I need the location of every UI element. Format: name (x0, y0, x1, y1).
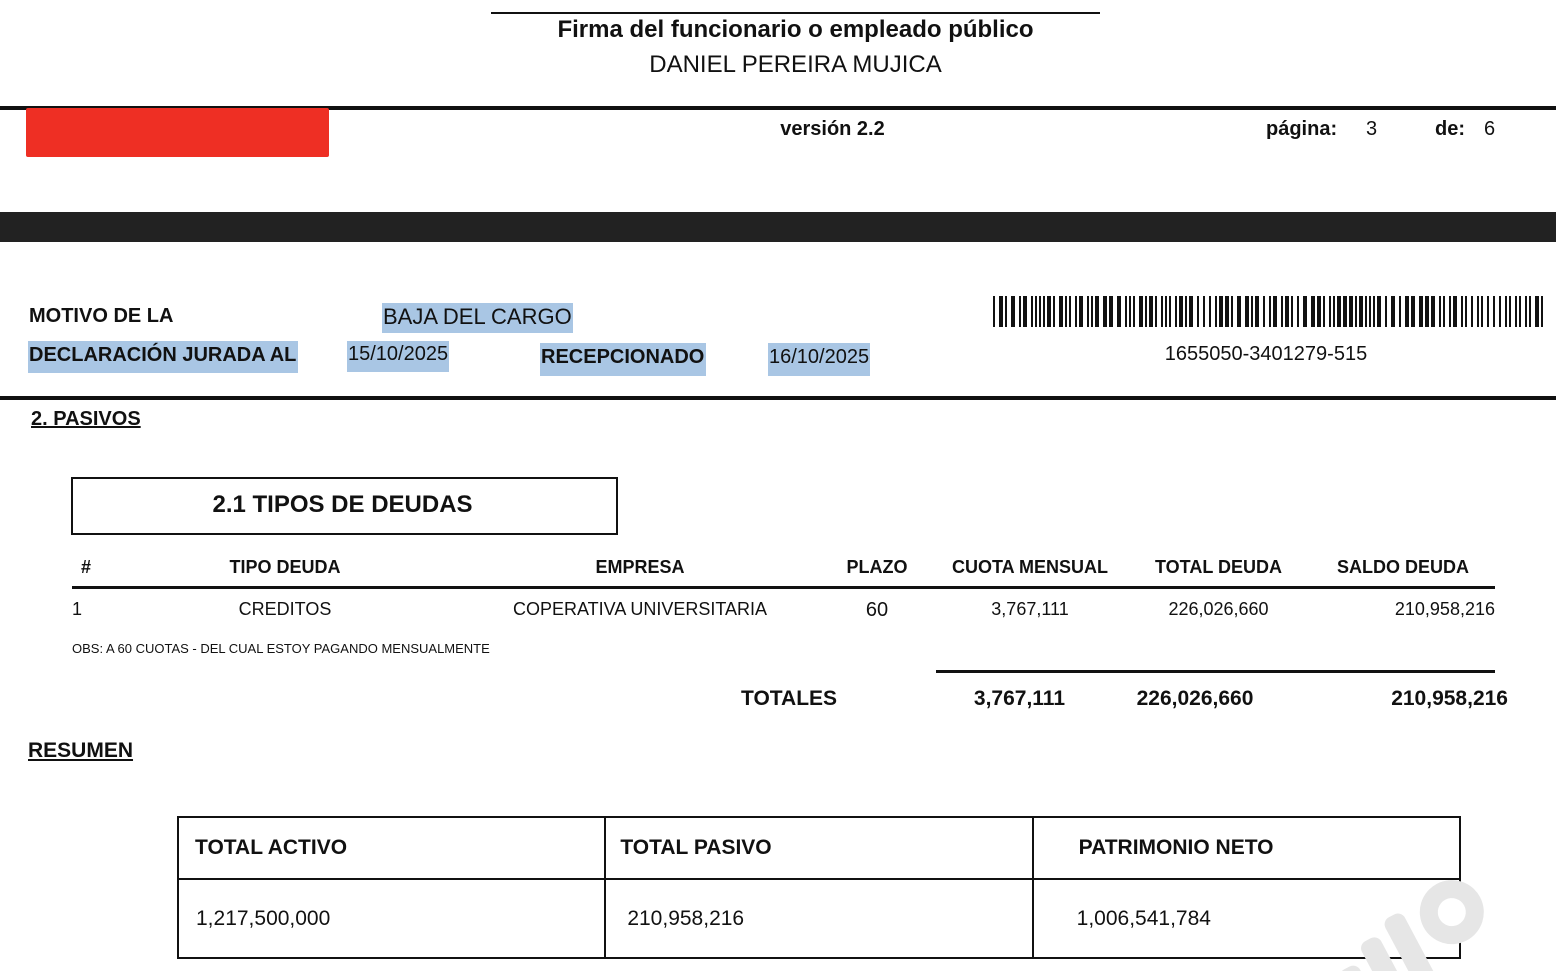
barcode-bar (1255, 296, 1259, 327)
column-header: SALDO DEUDA (1336, 557, 1469, 577)
page-total: 6 (1484, 118, 1496, 140)
cell-num: 1 (72, 599, 83, 619)
barcode-bar (1439, 296, 1441, 327)
barcode-bar (1317, 296, 1321, 327)
barcode-bar (1525, 296, 1527, 327)
barcode-bar (1431, 296, 1435, 327)
barcode (993, 296, 1547, 327)
barcode-bar (1117, 296, 1121, 327)
barcode-bar (1231, 296, 1233, 327)
signature-title: Firma del funcionario o empleado público (557, 16, 1034, 43)
barcode-bar (1461, 296, 1463, 327)
resumen-header-pasivo: TOTAL PASIVO (605, 817, 1032, 879)
column-header: TOTAL DEUDA (1154, 557, 1282, 577)
barcode-bar (1391, 296, 1395, 327)
barcode-bar (1311, 296, 1315, 327)
barcode-bar (1133, 296, 1135, 327)
barcode-bar (1095, 296, 1099, 327)
barcode-bar (1273, 296, 1277, 327)
redaction-box (26, 108, 329, 157)
barcode-bar (1203, 296, 1205, 327)
barcode-bar (1155, 296, 1157, 327)
barcode-bar (1349, 296, 1353, 327)
declaracion-date: 15/10/2025 (347, 341, 449, 372)
barcode-bar (1355, 296, 1357, 327)
barcode-bar (1291, 296, 1293, 327)
barcode-bar (1477, 296, 1479, 327)
resumen-header-patrimonio: PATRIMONIO NETO (1033, 817, 1460, 879)
barcode-bar (1493, 296, 1495, 327)
barcode-bar (1043, 296, 1045, 327)
motivo-label: MOTIVO DE LA (29, 305, 174, 327)
barcode-bar (1125, 296, 1127, 327)
page-label: página: (1266, 118, 1338, 140)
barcode-bar (1471, 296, 1473, 327)
barcode-bar (1359, 296, 1363, 327)
table-header-rule (72, 586, 1495, 589)
barcode-bar (1053, 296, 1055, 327)
resumen-value-patrimonio: 1,006,541,784 (1033, 879, 1460, 958)
barcode-bar (1263, 296, 1265, 327)
barcode-bar (1369, 296, 1371, 327)
resumen-title: RESUMEN (28, 739, 134, 762)
barcode-bar (1145, 296, 1147, 327)
barcode-bar (1019, 296, 1021, 327)
page-number: 3 (1366, 118, 1378, 140)
barcode-bar (1453, 296, 1457, 327)
barcode-bar (1197, 296, 1199, 327)
resumen-header-activo: TOTAL ACTIVO (178, 817, 605, 879)
cell-cuota-mensual: 3,767,111 (991, 599, 1069, 619)
barcode-bar (1411, 296, 1415, 327)
barcode-bar (1337, 296, 1341, 327)
barcode-bar (1005, 296, 1007, 327)
barcode-bar (1209, 296, 1211, 327)
barcode-bar (1365, 296, 1367, 327)
barcode-bar (1377, 296, 1381, 327)
declaracion-label: DECLARACIÓN JURADA AL (28, 341, 298, 373)
barcode-bar (1059, 296, 1063, 327)
barcode-bar (1219, 296, 1223, 327)
total-saldo-deuda: 210,958,216 (1391, 687, 1508, 710)
barcode-bar (1149, 296, 1153, 327)
barcode-bar (1425, 296, 1429, 327)
barcode-bar (1399, 296, 1401, 327)
barcode-bar (1175, 296, 1177, 327)
section-rule (0, 396, 1556, 400)
barcode-bar (1109, 296, 1113, 327)
barcode-bar (1487, 296, 1489, 327)
table-row (178, 817, 1460, 879)
total-deuda: 226,026,660 (1136, 687, 1254, 710)
barcode-bar (1237, 296, 1241, 327)
barcode-bar (1091, 296, 1093, 327)
barcode-bar (1103, 296, 1107, 327)
page-of-label: de: (1435, 118, 1465, 140)
barcode-bar (1465, 296, 1467, 327)
barcode-bar (1047, 296, 1051, 327)
barcode-bar (1509, 296, 1511, 327)
barcode-bar (1541, 296, 1543, 327)
barcode-bar (999, 296, 1003, 327)
barcode-bar (1251, 296, 1253, 327)
barcode-bar (1165, 296, 1167, 327)
subsection-title: 2.1 TIPOS DE DEUDAS (212, 491, 473, 518)
totals-label: TOTALES (741, 687, 838, 710)
barcode-bar (1505, 296, 1507, 327)
barcode-bar (1419, 296, 1423, 327)
resumen-value-activo: 1,217,500,000 (178, 879, 605, 958)
totals-rule (936, 670, 1495, 673)
cell-tipo-deuda: CREDITOS (238, 599, 332, 619)
barcode-bar (1169, 296, 1171, 327)
total-cuota-mensual: 3,767,111 (973, 687, 1065, 710)
barcode-bar (1189, 296, 1193, 327)
barcode-bar (993, 296, 995, 327)
barcode-bar (1269, 296, 1271, 327)
barcode-bar (1185, 296, 1187, 327)
watermark-graphic (1310, 880, 1510, 971)
barcode-bar (1065, 296, 1067, 327)
barcode-number: 1655050-3401279-515 (1164, 343, 1368, 365)
resumen-table (177, 816, 1461, 959)
barcode-bar (1323, 296, 1325, 327)
barcode-bar (1245, 296, 1249, 327)
barcode-bar (1023, 296, 1027, 327)
barcode-bar (1297, 296, 1299, 327)
barcode-bar (1343, 296, 1347, 327)
signature-line (491, 12, 1100, 14)
barcode-bar (1039, 296, 1041, 327)
barcode-bar (1225, 296, 1229, 327)
resumen-value-pasivo: 210,958,216 (605, 879, 1032, 958)
barcode-bar (1535, 296, 1539, 327)
barcode-bar (1529, 296, 1531, 327)
observation-note: OBS: A 60 CUOTAS - DEL CUAL ESTOY PAGANDO MENSUALMENTE (72, 641, 490, 656)
version-label: versión 2.2 (780, 118, 885, 140)
column-header: PLAZO (846, 557, 908, 577)
barcode-bar (1329, 296, 1331, 327)
barcode-bar (1079, 296, 1083, 327)
barcode-bar (1443, 296, 1445, 327)
barcode-bar (1011, 296, 1015, 327)
signature-name: DANIEL PEREIRA MUJICA (649, 51, 942, 78)
cell-plazo: 60 (865, 599, 889, 621)
barcode-bar (1481, 296, 1483, 327)
barcode-bar (1303, 296, 1307, 327)
barcode-bar (1087, 296, 1089, 327)
barcode-bar (1281, 296, 1283, 327)
barcode-bar (1161, 296, 1163, 327)
header-band (0, 212, 1556, 242)
motivo-value: BAJA DEL CARGO (382, 303, 573, 333)
barcode-bar (1129, 296, 1131, 327)
column-header: CUOTA MENSUAL (952, 557, 1108, 577)
cell-empresa: COPERATIVA UNIVERSITARIA (512, 599, 768, 619)
column-header: TIPO DEUDA (229, 557, 341, 577)
barcode-bar (1139, 296, 1143, 327)
barcode-bar (1515, 296, 1517, 327)
barcode-bar (1405, 296, 1409, 327)
barcode-bar (1179, 296, 1183, 327)
section-title: 2. PASIVOS (31, 408, 141, 430)
cell-total-deuda: 226,026,660 (1168, 599, 1269, 619)
barcode-bar (1069, 296, 1071, 327)
recepcionado-label: RECEPCIONADO (540, 343, 706, 376)
column-header: # (81, 557, 92, 577)
barcode-bar (1075, 296, 1077, 327)
barcode-bar (1499, 296, 1501, 327)
table-row (178, 879, 1460, 958)
barcode-bar (1449, 296, 1451, 327)
barcode-bar (1031, 296, 1033, 327)
barcode-bar (1035, 296, 1037, 327)
column-header: EMPRESA (595, 557, 685, 577)
cell-saldo-deuda: 210,958,216 (1394, 599, 1495, 619)
recepcionado-date: 16/10/2025 (768, 343, 870, 376)
barcode-bar (1285, 296, 1289, 327)
barcode-bar (1333, 296, 1335, 327)
barcode-bar (1519, 296, 1521, 327)
barcode-bar (1373, 296, 1375, 327)
barcode-bar (1215, 296, 1217, 327)
barcode-bar (1385, 296, 1387, 327)
